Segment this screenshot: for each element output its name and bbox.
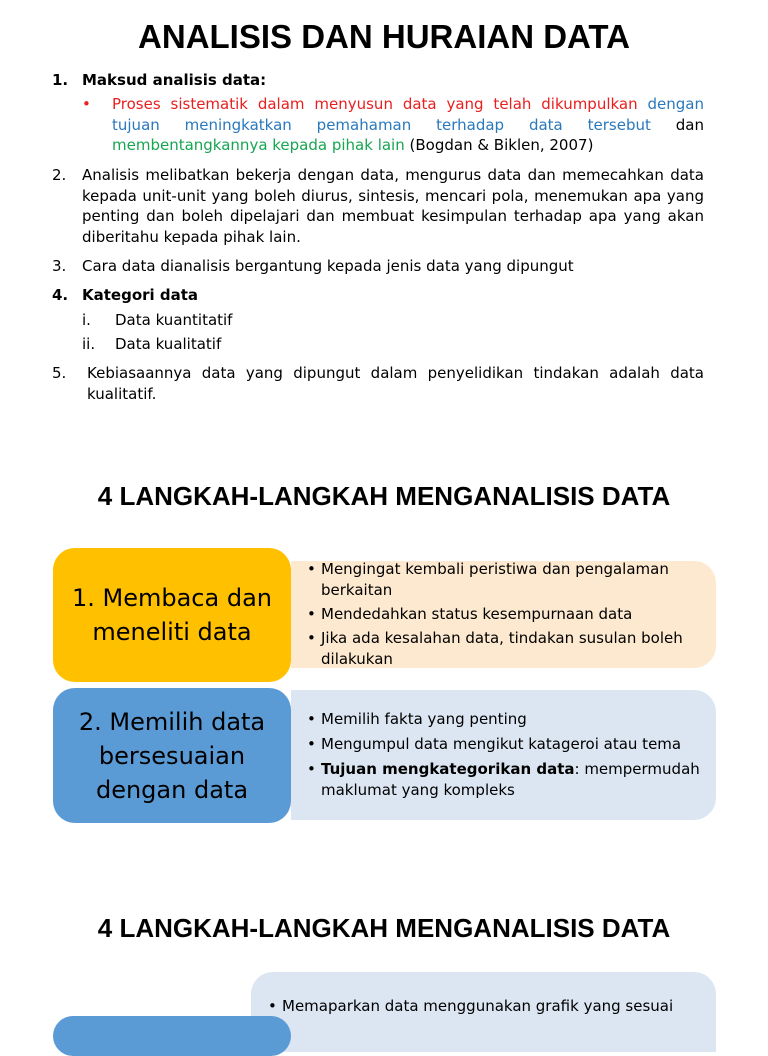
step-2-box: 2. Memilih data bersesuaian dengan data (53, 688, 291, 823)
step-1-bullet-text: Jika ada kesalahan data, tindakan susulan boleh dilakukan (321, 629, 683, 668)
step-1-box: 1. Membaca dan meneliti data (53, 548, 291, 682)
bullet-icon: • (307, 605, 316, 623)
step-1-bullet-text: Mengingat kembali peristiwa dan pengalaman berkaitan (321, 560, 669, 599)
step-2-bullet (307, 759, 707, 800)
list-number: 5. (52, 364, 67, 382)
bullet-icon: • (307, 560, 316, 578)
bullet-icon: • (268, 997, 277, 1015)
step-2-bullet-rest: : mempermudah maklumat yang kompleks (321, 760, 700, 799)
citation: (Bogdan & Biklen, 2007) (409, 136, 594, 154)
list-item-text: Cara data dianalisis bergantung kepada jenis data yang dipungut (82, 257, 574, 275)
step-1-bullet-text: Mendedahkan status kesempurnaan data (321, 605, 633, 623)
list-item-text: Analisis melibatkan bekerja dengan data, mengurus data dan memecahkan data kepada unit-unit yang boleh diurus, sintesis, mencari pola, menemukan apa yang penting dan boleh dipelajari dan membuat kesimpulan terhadap apa yang akan diberitahu kepada pihak lain. (82, 166, 704, 246)
step-2-bullet-bold: Tujuan mengkategorikan data (321, 760, 575, 778)
step-2-bullet-text (321, 759, 707, 800)
step-1-bullet (307, 628, 707, 669)
section-title-repeat: 4 LANGKAH-LANGKAH MENGANALISIS DATA (97, 913, 671, 943)
list-number: 1. (52, 71, 69, 89)
list-item-text: Kebiasaannya data yang dipungut dalam penyelidikan tindakan adalah data kualitatif. (87, 364, 704, 403)
definition-part-purpose: dengan tujuan meningkatkan pemahaman terhadap data tersebut (112, 95, 704, 134)
bullet-icon: • (82, 95, 91, 113)
list-number: 3. (52, 257, 67, 275)
list-number: 2. (52, 166, 67, 184)
step-1-bullet (307, 559, 707, 600)
list-item-label: Maksud analisis data: (82, 71, 267, 89)
section-title: 4 LANGKAH-LANGKAH MENGANALISIS DATA (97, 481, 671, 511)
step-3-bullet (268, 996, 698, 1017)
step-2-bullet (307, 734, 707, 755)
category-text: Data kuantitatif (115, 311, 233, 329)
list-item-label: Kategori data (82, 286, 199, 304)
step-1-bullet (307, 604, 707, 625)
step-3-bullet-text: Memaparkan data menggunakan grafik yang sesuai (282, 997, 674, 1015)
step-2-bullet (307, 709, 707, 730)
step-2-bullet-text: Memilih fakta yang penting (321, 710, 527, 728)
roman-numeral: ii. (82, 335, 96, 353)
definition-text (112, 94, 704, 156)
category-text: Data kualitatif (115, 335, 222, 353)
list-number: 4. (52, 286, 69, 304)
definition-part-present: membentangkannya kepada pihak lain (112, 136, 405, 154)
roman-numeral: i. (82, 311, 91, 329)
bullet-icon: • (307, 629, 316, 647)
bullet-icon: • (307, 710, 316, 728)
definition-conjunction: dan (675, 115, 704, 134)
page-title: ANALISIS DAN HURAIAN DATA (138, 18, 630, 55)
step-2-bullet-text: Mengumpul data mengikut katageroi atau tema (321, 735, 682, 753)
bullet-icon: • (307, 760, 316, 778)
step-3-box (53, 1016, 291, 1056)
definition-part-process: Proses sistematik dalam menyusun data yang telah dikumpulkan (112, 95, 638, 113)
bullet-icon: • (307, 735, 316, 753)
